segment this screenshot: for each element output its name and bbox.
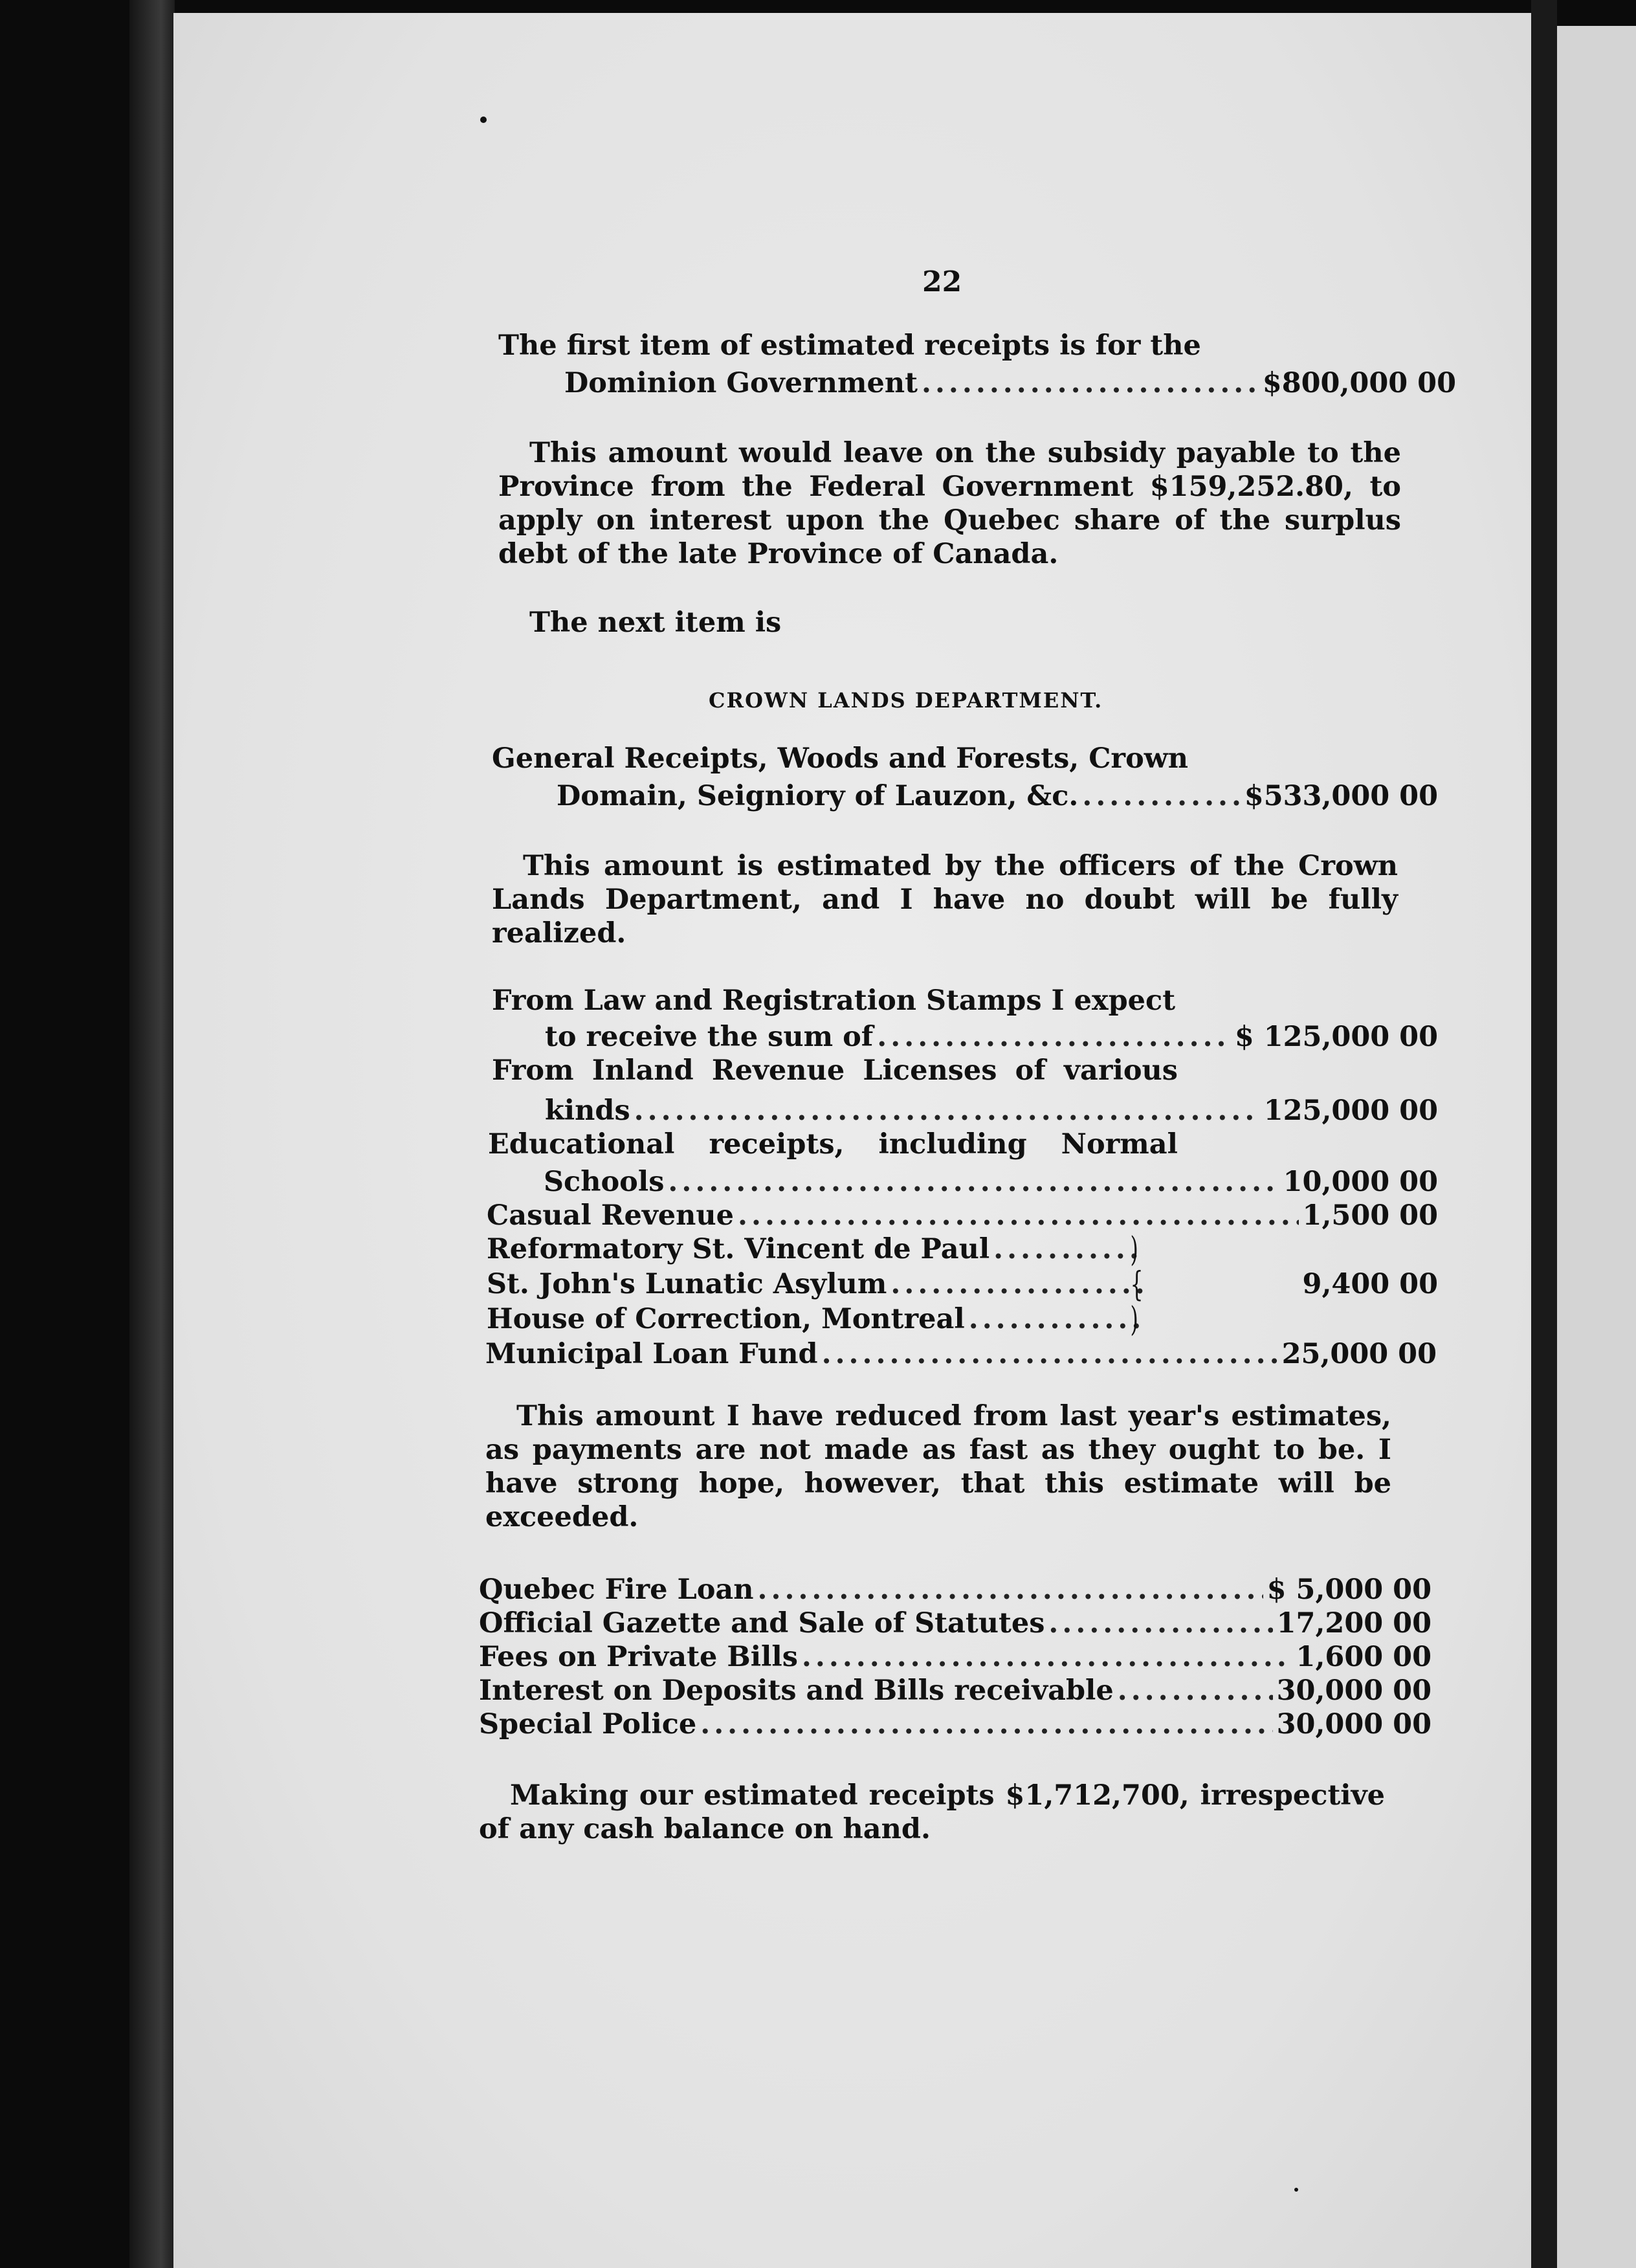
ledger-row-general-receipts: [557, 779, 1438, 813]
leader-dots: [668, 1165, 1279, 1199]
ledger-label: St. John's Lunatic Asylum: [487, 1268, 887, 1300]
law-stamps-line1: From Law and Registration Stamps I expect: [492, 984, 1176, 1017]
leader-dots: [1082, 779, 1240, 813]
ledger-amount: 30,000 00: [1276, 1674, 1432, 1707]
ledger-label: Municipal Loan Fund: [485, 1338, 818, 1370]
leader-dots: [1048, 1606, 1272, 1640]
section-heading: CROWN LANDS DEPARTMENT.: [709, 688, 1103, 713]
paragraph-municipal: This amount I have reduced from last year's estimates, as payments are not made as fast as they ought to be. I have strong hope, however, that this estimate will be exceeded.: [485, 1400, 1391, 1533]
leader-dots: [802, 1640, 1292, 1674]
leader-dots: [922, 366, 1259, 400]
paragraph-crown: This amount is estimated by the officers of the Crown Lands Department, and I have no doubt will be fully realized.: [492, 850, 1398, 950]
ledger-row-reformatory: [487, 1232, 1147, 1266]
ledger-amount: 10,000 00: [1283, 1166, 1438, 1198]
ledger-row-official-gazette: [479, 1606, 1432, 1640]
leader-dots: [822, 1337, 1278, 1371]
grouped-amount: 9,400 00: [1302, 1268, 1438, 1300]
ledger-label: Domain, Seigniory of Lauzon, &c.: [557, 780, 1079, 812]
leader-dots: [634, 1094, 1260, 1128]
general-receipts-line1: General Receipts, Woods and Forests, Crown: [492, 742, 1189, 775]
leader-dots: [969, 1302, 1143, 1336]
page-number: 22: [922, 265, 962, 298]
ink-speck: [1294, 2188, 1298, 2192]
ledger-row-special-police: [479, 1707, 1432, 1741]
ledger-amount: $ 125,000 00: [1234, 1021, 1438, 1053]
leader-dots: [877, 1020, 1231, 1054]
ledger-label: Dominion Government: [564, 367, 918, 399]
page-gutter: [1531, 0, 1557, 2268]
leader-dots: [890, 1267, 1143, 1301]
ledger-label: kinds: [545, 1095, 630, 1127]
ink-speck: [480, 117, 487, 123]
ledger-label: Official Gazette and Sale of Statutes: [479, 1607, 1045, 1640]
ledger-amount: $ 5,000 00: [1266, 1573, 1432, 1606]
paragraph-total: Making our estimated receipts $1,712,700, irrespective of any cash balance on hand.: [479, 1779, 1385, 1845]
educational-line1: Educational receipts, including Normal: [488, 1128, 1178, 1161]
ledger-amount: 17,200 00: [1276, 1607, 1432, 1640]
ledger-amount: 125,000 00: [1263, 1095, 1438, 1127]
ledger-label: Schools: [544, 1166, 665, 1198]
ledger-row-dominion: [564, 366, 1456, 400]
ledger-row-interest-deposits: [479, 1674, 1432, 1707]
leader-dots: [738, 1199, 1298, 1232]
ledger-label: Interest on Deposits and Bills receivable: [479, 1674, 1114, 1707]
leader-dots: [758, 1573, 1263, 1606]
leader-dots: [700, 1707, 1272, 1741]
ledger-row-lunatic-asylum: [487, 1267, 1147, 1301]
ledger-row-quebec-fire-loan: [479, 1573, 1432, 1606]
leader-dots: [1118, 1674, 1273, 1707]
ledger-row-casual-revenue: [487, 1199, 1438, 1232]
ledger-label: House of Correction, Montreal: [487, 1303, 965, 1335]
inland-revenue-line1: From Inland Revenue Licenses of various: [492, 1054, 1178, 1087]
ledger-label: Special Police: [479, 1708, 697, 1740]
ledger-amount: 1,600 00: [1296, 1641, 1432, 1673]
ledger-row-private-bills: [479, 1640, 1432, 1674]
ledger-row-municipal-loan: [485, 1337, 1437, 1371]
ledger-label: Reformatory St. Vincent de Paul: [487, 1233, 990, 1265]
leader-dots: [993, 1232, 1143, 1266]
binding-shadow: [129, 0, 175, 2268]
next-item-text: The next item is: [529, 606, 782, 639]
ledger-label: Fees on Private Bills: [479, 1641, 798, 1673]
ledger-row-inland-revenue: [545, 1094, 1438, 1128]
ledger-amount: 25,000 00: [1281, 1338, 1437, 1370]
ledger-amount: 30,000 00: [1276, 1708, 1432, 1740]
ledger-amount: $533,000 00: [1244, 780, 1438, 812]
adjacent-page-edge: [1557, 26, 1636, 2268]
ledger-row-law-stamps: [545, 1020, 1438, 1054]
brace-bracket: ) { ): [1130, 1230, 1144, 1339]
paragraph-subsidy: This amount would leave on the subsidy payable to the Province from the Federal Government $159,252.80, to apply on interest upon the Quebec share of the surplus debt of the late Province of Canada.: [498, 437, 1401, 570]
first-item-intro: The first item of estimated receipts is for the: [498, 329, 1201, 362]
ledger-label: Quebec Fire Loan: [479, 1573, 754, 1606]
ledger-row-educational: [544, 1165, 1438, 1199]
ledger-amount: 1,500 00: [1302, 1199, 1438, 1232]
ledger-row-house-of-correction: [487, 1302, 1147, 1336]
ledger-label: Casual Revenue: [487, 1199, 735, 1232]
ledger-label: to receive the sum of: [545, 1021, 874, 1053]
ledger-amount: $800,000 00: [1262, 367, 1456, 399]
